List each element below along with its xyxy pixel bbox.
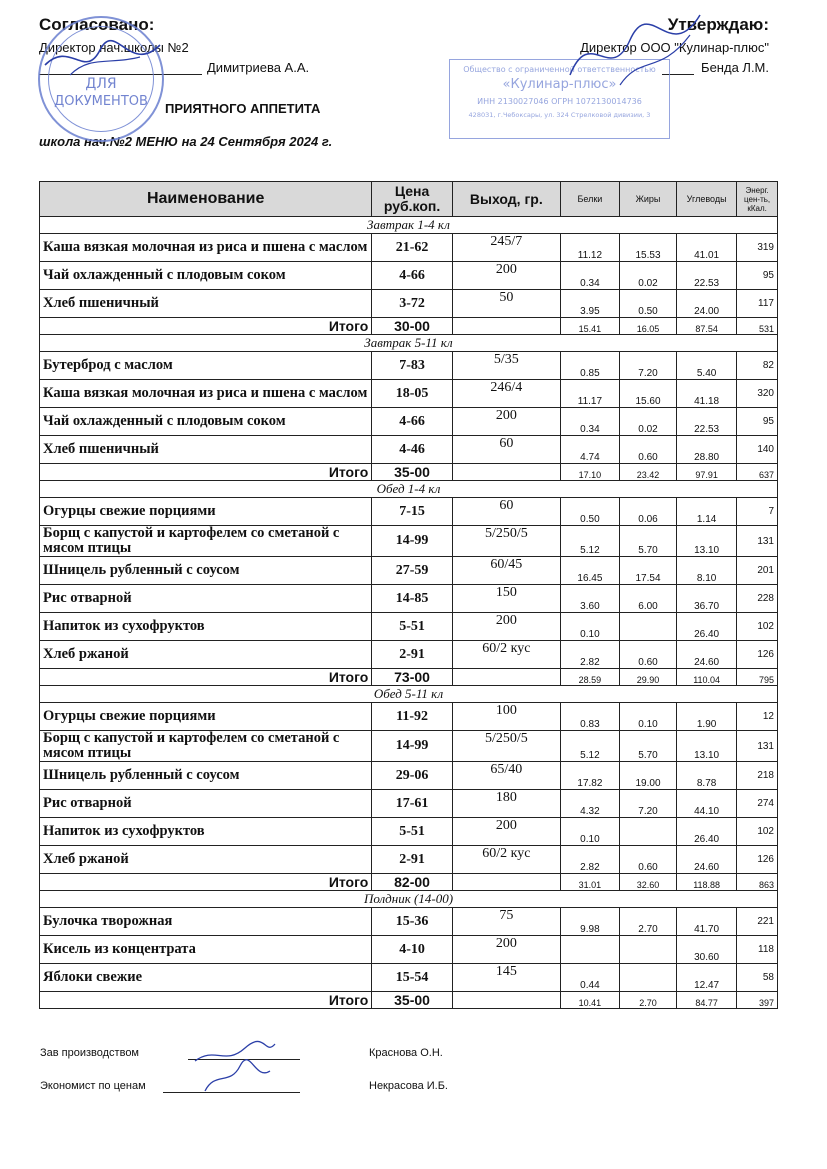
table-row xyxy=(40,936,778,964)
table-row xyxy=(40,703,778,731)
item-carbs: 22.53 xyxy=(677,408,737,436)
item-yield: 150 xyxy=(452,585,560,613)
item-energy: 218 xyxy=(737,762,778,790)
table-row xyxy=(40,908,778,936)
total-fat: 23.42 xyxy=(619,464,676,481)
item-yield: 100 xyxy=(452,703,560,731)
item-name: Хлеб ржаной xyxy=(40,846,372,874)
approved-right-title: Утверждаю: xyxy=(667,15,769,34)
table-row xyxy=(40,585,778,613)
item-protein: 0.34 xyxy=(560,408,619,436)
item-fat: 0.60 xyxy=(619,846,676,874)
table-row xyxy=(40,613,778,641)
total-energy: 637 xyxy=(737,464,778,481)
table-row xyxy=(40,290,778,318)
total-price: 35-00 xyxy=(372,992,453,1009)
item-protein xyxy=(560,936,619,964)
rect-stamp-line2: «Кулинар-плюс» xyxy=(502,77,617,92)
total-yield-empty xyxy=(452,318,560,335)
item-protein: 3.95 xyxy=(560,290,619,318)
item-energy: 320 xyxy=(737,380,778,408)
item-yield: 5/250/5 xyxy=(452,526,560,557)
rect-stamp-line3: ИНН 2130027046 ОГРН 1072130014736 xyxy=(477,97,642,106)
item-protein: 4.32 xyxy=(560,790,619,818)
item-price: 5-51 xyxy=(372,818,453,846)
item-price: 5-51 xyxy=(372,613,453,641)
item-protein: 5.12 xyxy=(560,526,619,557)
table-row xyxy=(40,846,778,874)
item-yield: 246/4 xyxy=(452,380,560,408)
item-price: 18-05 xyxy=(372,380,453,408)
item-name: Хлеб пшеничный xyxy=(40,436,372,464)
total-row xyxy=(40,874,778,891)
item-name: Напиток из сухофруктов xyxy=(40,818,372,846)
item-name: Напиток из сухофруктов xyxy=(40,613,372,641)
total-protein: 10.41 xyxy=(560,992,619,1009)
item-fat xyxy=(619,936,676,964)
item-name: Кисель из концентрата xyxy=(40,936,372,964)
item-name: Рис отварной xyxy=(40,790,372,818)
menu-table xyxy=(39,181,778,1009)
item-price: 4-66 xyxy=(372,408,453,436)
table-row xyxy=(40,352,778,380)
item-protein: 2.82 xyxy=(560,641,619,669)
left-signature-scribble xyxy=(40,35,170,85)
item-protein: 5.12 xyxy=(560,731,619,762)
item-yield: 200 xyxy=(452,936,560,964)
table-header-row xyxy=(40,182,778,217)
item-energy: 131 xyxy=(737,731,778,762)
item-yield: 60/2 кус xyxy=(452,641,560,669)
item-name: Огурцы свежие порциями xyxy=(40,498,372,526)
item-energy: 95 xyxy=(737,262,778,290)
total-carbs: 118.88 xyxy=(677,874,737,891)
greeting: ПРИЯТНОГО АППЕТИТА xyxy=(165,101,321,116)
item-price: 7-83 xyxy=(372,352,453,380)
item-yield: 200 xyxy=(452,818,560,846)
item-name: Бутерброд с маслом xyxy=(40,352,372,380)
item-carbs: 1.14 xyxy=(677,498,737,526)
menu-body xyxy=(40,217,778,1009)
item-protein: 3.60 xyxy=(560,585,619,613)
item-yield: 60 xyxy=(452,436,560,464)
item-protein: 17.82 xyxy=(560,762,619,790)
total-protein: 17.10 xyxy=(560,464,619,481)
item-price: 4-66 xyxy=(372,262,453,290)
total-fat: 32.60 xyxy=(619,874,676,891)
menu-title: школа нач.№2 МЕНЮ на 24 Сентября 2024 г. xyxy=(39,134,333,149)
item-carbs: 8.78 xyxy=(677,762,737,790)
item-carbs: 41.70 xyxy=(677,908,737,936)
item-energy: 126 xyxy=(737,846,778,874)
item-carbs: 28.80 xyxy=(677,436,737,464)
item-carbs: 13.10 xyxy=(677,526,737,557)
rect-stamp-line1: Общество с ограниченной ответственностью xyxy=(463,65,656,74)
item-carbs: 24.60 xyxy=(677,846,737,874)
item-carbs: 41.01 xyxy=(677,234,737,262)
item-protein: 0.34 xyxy=(560,262,619,290)
total-row xyxy=(40,464,778,481)
item-yield: 5/250/5 xyxy=(452,731,560,762)
item-yield: 75 xyxy=(452,908,560,936)
col-header-energy: Энерг. цен-ть, кКал. xyxy=(737,182,778,217)
item-fat: 2.70 xyxy=(619,908,676,936)
item-name: Чай охлажденный с плодовым соком xyxy=(40,262,372,290)
item-protein: 0.44 xyxy=(560,964,619,992)
item-name: Чай охлажденный с плодовым соком xyxy=(40,408,372,436)
total-fat: 29.90 xyxy=(619,669,676,686)
item-protein: 0.83 xyxy=(560,703,619,731)
total-yield-empty xyxy=(452,992,560,1009)
item-price: 4-46 xyxy=(372,436,453,464)
item-price: 11-92 xyxy=(372,703,453,731)
item-price: 7-15 xyxy=(372,498,453,526)
item-energy: 274 xyxy=(737,790,778,818)
item-name: Яблоки свежие xyxy=(40,964,372,992)
item-yield: 50 xyxy=(452,290,560,318)
section-title: Обед 1-4 кл xyxy=(40,481,778,498)
item-price: 29-06 xyxy=(372,762,453,790)
item-yield: 200 xyxy=(452,408,560,436)
item-fat: 19.00 xyxy=(619,762,676,790)
item-name: Хлеб ржаной xyxy=(40,641,372,669)
item-fat: 0.02 xyxy=(619,262,676,290)
total-fat: 16.05 xyxy=(619,318,676,335)
col-header-yield: Выход, гр. xyxy=(452,182,560,217)
item-price: 27-59 xyxy=(372,557,453,585)
item-name: Булочка творожная xyxy=(40,908,372,936)
item-name: Борщ с капустой и картофелем со сметаной с мясом птицы xyxy=(40,731,372,762)
item-fat: 0.02 xyxy=(619,408,676,436)
item-fat: 0.60 xyxy=(619,641,676,669)
item-fat: 15.60 xyxy=(619,380,676,408)
item-fat: 7.20 xyxy=(619,790,676,818)
item-energy: 118 xyxy=(737,936,778,964)
item-name: Каша вязкая молочная из риса и пшена с маслом xyxy=(40,380,372,408)
item-energy: 221 xyxy=(737,908,778,936)
total-price: 35-00 xyxy=(372,464,453,481)
table-row xyxy=(40,641,778,669)
item-price: 17-61 xyxy=(372,790,453,818)
section-row xyxy=(40,891,778,908)
item-price: 15-54 xyxy=(372,964,453,992)
item-carbs: 26.40 xyxy=(677,613,737,641)
item-name: Каша вязкая молочная из риса и пшена с маслом xyxy=(40,234,372,262)
col-header-price: Цена руб.коп. xyxy=(372,182,453,217)
item-energy: 82 xyxy=(737,352,778,380)
item-price: 2-91 xyxy=(372,641,453,669)
item-fat: 5.70 xyxy=(619,526,676,557)
section-title: Завтрак 1-4 кл xyxy=(40,217,778,234)
total-yield-empty xyxy=(452,464,560,481)
item-fat xyxy=(619,818,676,846)
total-price: 82-00 xyxy=(372,874,453,891)
item-energy: 131 xyxy=(737,526,778,557)
item-protein: 0.10 xyxy=(560,613,619,641)
table-row xyxy=(40,818,778,846)
total-label: Итого xyxy=(40,874,372,891)
total-price: 30-00 xyxy=(372,318,453,335)
col-header-fat: Жиры xyxy=(619,182,676,217)
table-row xyxy=(40,234,778,262)
total-label: Итого xyxy=(40,669,372,686)
item-carbs: 12.47 xyxy=(677,964,737,992)
total-protein: 28.59 xyxy=(560,669,619,686)
item-fat xyxy=(619,964,676,992)
total-label: Итого xyxy=(40,992,372,1009)
item-carbs: 24.00 xyxy=(677,290,737,318)
item-yield: 200 xyxy=(452,613,560,641)
table-row xyxy=(40,380,778,408)
total-energy: 531 xyxy=(737,318,778,335)
total-label: Итого xyxy=(40,464,372,481)
item-yield: 145 xyxy=(452,964,560,992)
item-carbs: 44.10 xyxy=(677,790,737,818)
item-fat: 0.06 xyxy=(619,498,676,526)
total-row xyxy=(40,318,778,335)
item-name: Шницель рубленный с соусом xyxy=(40,762,372,790)
economist-label: Экономист по ценам xyxy=(40,1080,146,1092)
item-energy: 58 xyxy=(737,964,778,992)
item-name: Шницель рубленный с соусом xyxy=(40,557,372,585)
item-energy: 140 xyxy=(737,436,778,464)
item-fat: 5.70 xyxy=(619,731,676,762)
item-protein: 9.98 xyxy=(560,908,619,936)
item-name: Хлеб пшеничный xyxy=(40,290,372,318)
approved-right-role: Директор ООО "Кулинар-плюс" xyxy=(580,40,769,55)
item-carbs: 5.40 xyxy=(677,352,737,380)
table-row xyxy=(40,790,778,818)
item-fat xyxy=(619,613,676,641)
total-price: 73-00 xyxy=(372,669,453,686)
footer-signature-scribble xyxy=(185,1036,285,1096)
item-fat: 15.53 xyxy=(619,234,676,262)
total-carbs: 87.54 xyxy=(677,318,737,335)
item-price: 4-10 xyxy=(372,936,453,964)
item-price: 21-62 xyxy=(372,234,453,262)
item-protein: 11.12 xyxy=(560,234,619,262)
item-energy: 228 xyxy=(737,585,778,613)
approved-left-role: Директор нач.школы №2 xyxy=(39,40,189,55)
table-row xyxy=(40,262,778,290)
total-yield-empty xyxy=(452,669,560,686)
section-row xyxy=(40,481,778,498)
item-fat: 0.10 xyxy=(619,703,676,731)
item-price: 14-99 xyxy=(372,526,453,557)
total-fat: 2.70 xyxy=(619,992,676,1009)
total-energy: 863 xyxy=(737,874,778,891)
section-title: Полдник (14-00) xyxy=(40,891,778,908)
total-yield-empty xyxy=(452,874,560,891)
item-carbs: 24.60 xyxy=(677,641,737,669)
item-fat: 6.00 xyxy=(619,585,676,613)
item-price: 14-85 xyxy=(372,585,453,613)
right-signature-scribble xyxy=(560,5,710,100)
approved-right-name: Бенда Л.М. xyxy=(701,60,769,75)
approved-left-title: Согласовано: xyxy=(39,15,155,34)
item-yield: 245/7 xyxy=(452,234,560,262)
item-yield: 200 xyxy=(452,262,560,290)
stamp-text-1: ДЛЯ xyxy=(85,76,117,92)
item-fat: 7.20 xyxy=(619,352,676,380)
table-row xyxy=(40,557,778,585)
item-protein: 11.17 xyxy=(560,380,619,408)
item-energy: 201 xyxy=(737,557,778,585)
item-energy: 126 xyxy=(737,641,778,669)
economist-name: Некрасова И.Б. xyxy=(369,1080,448,1092)
total-carbs: 84.77 xyxy=(677,992,737,1009)
section-row xyxy=(40,335,778,352)
section-row xyxy=(40,686,778,703)
total-row xyxy=(40,992,778,1009)
item-yield: 60/2 кус xyxy=(452,846,560,874)
production-name: Краснова О.Н. xyxy=(369,1047,443,1059)
table-row xyxy=(40,762,778,790)
item-fat: 17.54 xyxy=(619,557,676,585)
section-title: Завтрак 5-11 кл xyxy=(40,335,778,352)
item-price: 15-36 xyxy=(372,908,453,936)
item-carbs: 1.90 xyxy=(677,703,737,731)
production-label: Зав производством xyxy=(40,1047,139,1059)
table-row xyxy=(40,731,778,762)
total-protein: 31.01 xyxy=(560,874,619,891)
item-yield: 60/45 xyxy=(452,557,560,585)
section-row xyxy=(40,217,778,234)
item-protein: 4.74 xyxy=(560,436,619,464)
item-price: 14-99 xyxy=(372,731,453,762)
item-energy: 102 xyxy=(737,818,778,846)
item-protein: 16.45 xyxy=(560,557,619,585)
col-header-carbs: Углеводы xyxy=(677,182,737,217)
item-carbs: 22.53 xyxy=(677,262,737,290)
item-protein: 2.82 xyxy=(560,846,619,874)
item-name: Борщ с капустой и картофелем со сметаной с мясом птицы xyxy=(40,526,372,557)
item-price: 3-72 xyxy=(372,290,453,318)
table-row xyxy=(40,498,778,526)
item-yield: 5/35 xyxy=(452,352,560,380)
item-protein: 0.85 xyxy=(560,352,619,380)
item-protein: 0.50 xyxy=(560,498,619,526)
item-fat: 0.50 xyxy=(619,290,676,318)
rect-stamp-line4: 428031, г.Чебоксары, ул. 324 Стрелковой дивизии, 3 xyxy=(468,111,651,119)
total-row xyxy=(40,669,778,686)
item-energy: 102 xyxy=(737,613,778,641)
table-row xyxy=(40,408,778,436)
total-carbs: 110.04 xyxy=(677,669,737,686)
item-energy: 7 xyxy=(737,498,778,526)
col-header-name: Наименование xyxy=(40,182,372,217)
item-yield: 180 xyxy=(452,790,560,818)
item-yield: 60 xyxy=(452,498,560,526)
approved-left-name: Димитриева А.А. xyxy=(207,60,310,75)
total-energy: 397 xyxy=(737,992,778,1009)
item-energy: 319 xyxy=(737,234,778,262)
item-carbs: 30.60 xyxy=(677,936,737,964)
item-carbs: 41.18 xyxy=(677,380,737,408)
item-protein: 0.10 xyxy=(560,818,619,846)
total-energy: 795 xyxy=(737,669,778,686)
total-protein: 15.41 xyxy=(560,318,619,335)
item-yield: 65/40 xyxy=(452,762,560,790)
item-energy: 117 xyxy=(737,290,778,318)
item-fat: 0.60 xyxy=(619,436,676,464)
item-carbs: 26.40 xyxy=(677,818,737,846)
stamp-text-2: ДОКУМЕНТОВ xyxy=(54,94,148,109)
table-row xyxy=(40,526,778,557)
item-energy: 95 xyxy=(737,408,778,436)
item-carbs: 13.10 xyxy=(677,731,737,762)
table-row xyxy=(40,436,778,464)
total-label: Итого xyxy=(40,318,372,335)
item-price: 2-91 xyxy=(372,846,453,874)
item-carbs: 8.10 xyxy=(677,557,737,585)
item-carbs: 36.70 xyxy=(677,585,737,613)
total-carbs: 97.91 xyxy=(677,464,737,481)
item-name: Рис отварной xyxy=(40,585,372,613)
item-name: Огурцы свежие порциями xyxy=(40,703,372,731)
section-title: Обед 5-11 кл xyxy=(40,686,778,703)
col-header-protein: Белки xyxy=(560,182,619,217)
table-row xyxy=(40,964,778,992)
item-energy: 12 xyxy=(737,703,778,731)
